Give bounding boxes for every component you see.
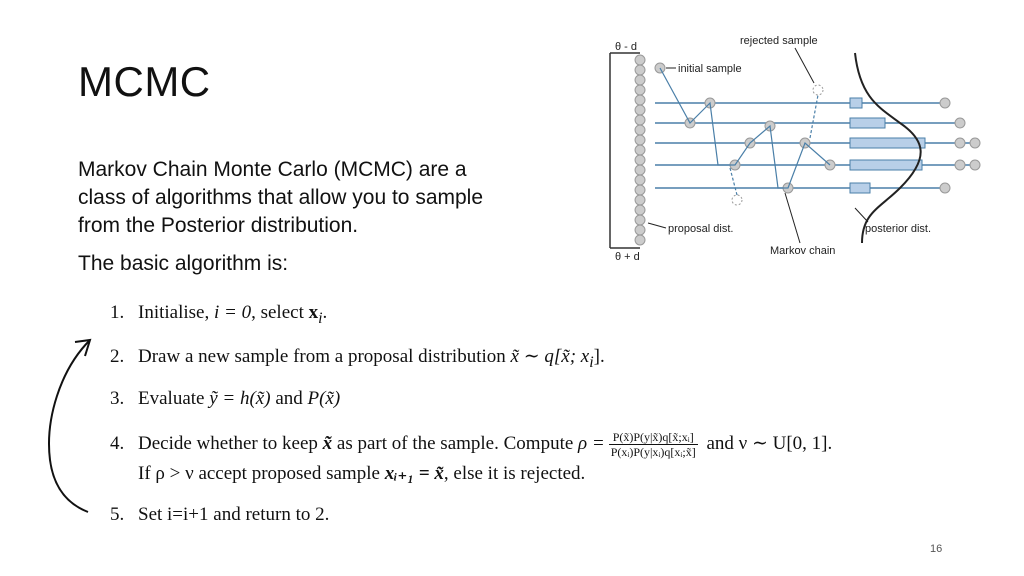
proposal-circle bbox=[635, 175, 645, 185]
proposal-stack bbox=[635, 55, 645, 245]
proposal-circle bbox=[635, 85, 645, 95]
proposal-circle bbox=[635, 65, 645, 75]
posterior-dist-label: posterior dist. bbox=[865, 223, 932, 235]
proposal-circle bbox=[635, 55, 645, 65]
proposal-circle bbox=[635, 195, 645, 205]
proposal-circle bbox=[635, 225, 645, 235]
proposal-circle bbox=[635, 165, 645, 175]
mcmc-diagram bbox=[600, 28, 995, 268]
step-4-line-2: If ρ > ν accept proposed sample xᵢ₊₁ = x̃, else it is rejected. bbox=[138, 463, 586, 484]
loop-arrow-annotation bbox=[40, 330, 100, 515]
page-number: 16 bbox=[930, 543, 943, 555]
intro-line: Markov Chain Monte Carlo (MCMC) are a bbox=[78, 158, 467, 181]
proposal-circle bbox=[635, 215, 645, 225]
intro-line: class of algorithms that allow you to sample bbox=[78, 186, 484, 209]
proposal-circle bbox=[635, 235, 645, 245]
proposal-circle bbox=[635, 105, 645, 115]
intro-paragraph bbox=[78, 156, 578, 240]
proposal-circle bbox=[635, 205, 645, 215]
proposal-circle bbox=[635, 185, 645, 195]
initial-sample-label: initial sample bbox=[678, 63, 742, 75]
theta-plus-label: θ + d bbox=[615, 251, 640, 263]
proposal-circle bbox=[635, 125, 645, 135]
proposal-circle bbox=[635, 145, 645, 155]
step-1: 1. Initialise, i = 0, select $x_i$. bbox=[110, 302, 328, 327]
proposal-circle bbox=[635, 95, 645, 105]
slide-title: MCMC bbox=[78, 58, 211, 105]
intro-line: from the Posterior distribution. bbox=[78, 214, 359, 237]
proposal-circle bbox=[635, 135, 645, 145]
proposal-circle bbox=[635, 75, 645, 85]
proposal-circle bbox=[635, 115, 645, 125]
step-3: 3. Evaluate ỹ = h(x̃) and P(x̃) bbox=[110, 388, 341, 409]
proposal-dist-label: proposal dist. bbox=[668, 223, 734, 235]
proposal-circle bbox=[635, 155, 645, 165]
step-4: 4. Decide whether to keep x̃ as part of the sample. Compute ρ = $\frac{\text{P(x̃)P(y|x̃)q[x̃;xᵢ]}}{\text{P(xᵢ)P(y|xᵢ)q[xᵢ;x̃]}}$ and ν ∼ U[0, 1]. bbox=[110, 430, 833, 459]
step-2: 2. Draw a new sample from a proposal distribution x̃ ∼ q[x̃; $x_i$]. bbox=[110, 346, 605, 371]
basic-algorithm-heading: The basic algorithm is: bbox=[78, 252, 289, 275]
theta-minus-label: θ - d bbox=[615, 41, 638, 53]
rejected-sample-label: rejected sample bbox=[740, 35, 818, 47]
markov-chain-label: Markov chain bbox=[770, 245, 836, 257]
step-5: 5. Set i=i+1 and return to 2. bbox=[110, 504, 330, 525]
acceptance-ratio: $\frac{\text{P(x̃)P(y|x̃)q[x̃;xᵢ]}}{\text{P(xᵢ)P(y|xᵢ)q[xᵢ;x̃]}}$ bbox=[610, 430, 696, 459]
